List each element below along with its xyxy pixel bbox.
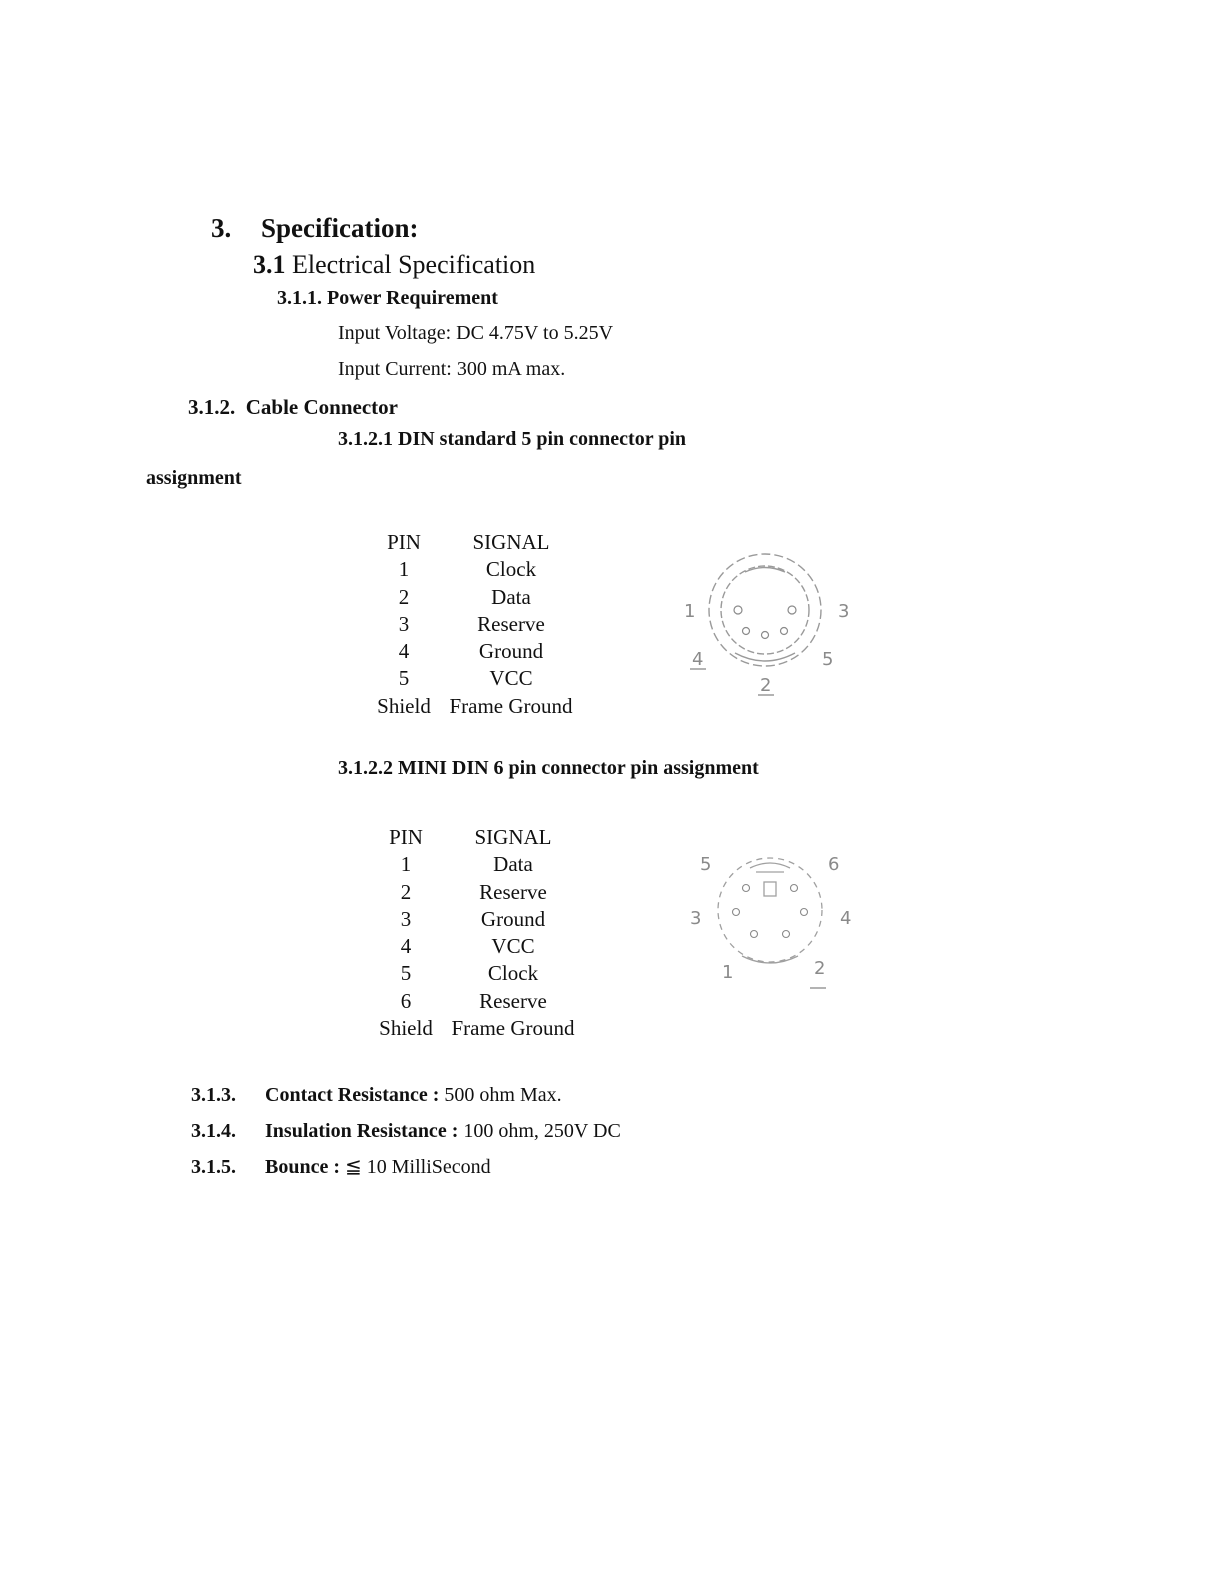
table-row	[372, 665, 586, 692]
spec-label: Insulation Resistance :	[265, 1120, 459, 1142]
spec-value: 500 ohm Max.	[444, 1084, 562, 1106]
spec-number: 3.1.5.	[191, 1156, 236, 1178]
electrical-spec-heading	[253, 250, 535, 280]
signal-cell: Data	[491, 584, 531, 609]
signal-cell: VCC	[489, 666, 533, 691]
din5-connector-diagram	[670, 545, 860, 705]
spec-label: Contact Resistance :	[265, 1084, 440, 1106]
pin-cell: 2	[400, 879, 412, 904]
table-row	[374, 879, 588, 906]
cable-connector-title: Cable Connector	[245, 395, 398, 419]
din5-connector-shell	[709, 554, 821, 666]
table-row	[372, 693, 586, 720]
table-row	[374, 1015, 588, 1042]
pin-cell: 1	[398, 557, 410, 582]
signal-cell: Reserve	[479, 879, 547, 904]
signal-column-header: SIGNAL	[474, 825, 552, 849]
pin-cell: 5	[398, 666, 410, 691]
mdin6-pin-label-3: 3	[690, 908, 702, 929]
signal-cell: Clock	[485, 557, 537, 582]
spec-value: ≦ 10 MilliSecond	[345, 1156, 491, 1178]
mdin6-pin-table	[374, 824, 588, 1042]
signal-cell: Frame Ground	[449, 693, 573, 718]
signal-column-header: SIGNAL	[472, 530, 550, 554]
pin-column-header: PIN	[389, 825, 423, 849]
spec-value: 100 ohm, 250V DC	[463, 1120, 621, 1142]
table-row	[372, 638, 586, 665]
signal-cell: Frame Ground	[451, 1016, 575, 1041]
signal-cell: VCC	[491, 934, 535, 959]
pin-cell: 3	[398, 611, 410, 636]
pin-cell: 5	[400, 961, 412, 986]
din5-pin-label-3: 3	[838, 601, 850, 622]
din5-heading: 3.1.2.1 DIN standard 5 pin connector pin	[338, 428, 687, 450]
pin-cell: 4	[400, 934, 412, 959]
table-row	[374, 988, 588, 1015]
signal-cell: Ground	[480, 906, 546, 931]
spec-label: Bounce :	[265, 1156, 340, 1178]
table-header-row	[374, 824, 588, 851]
mdin6-heading: 3.1.2.2 MINI DIN 6 pin connector pin assignment	[338, 757, 759, 779]
signal-cell: Clock	[487, 961, 539, 986]
power-requirement-number: 3.1.1.	[277, 287, 322, 309]
din5-pin-holes	[734, 606, 796, 639]
mdin6-pin-label-1: 1	[722, 962, 734, 983]
signal-cell: Reserve	[479, 988, 547, 1013]
pin-cell: 1	[400, 852, 412, 877]
pin-cell: Shield	[377, 693, 431, 718]
table-row	[374, 906, 588, 933]
din5-heading-continued: assignment	[146, 467, 242, 489]
input-voltage-text: Input Voltage: DC 4.75V to 5.25V	[338, 322, 614, 344]
electrical-spec-number: 3.1	[253, 250, 286, 279]
pin-cell: 2	[398, 584, 410, 609]
table-row	[374, 933, 588, 960]
mdin6-pin-label-4: 4	[840, 908, 852, 929]
signal-cell: Reserve	[477, 611, 545, 636]
cable-connector-heading	[188, 395, 398, 420]
power-requirement-heading	[277, 287, 498, 310]
table-row	[372, 584, 586, 611]
din5-pin-label-4: 4	[692, 649, 704, 670]
input-current-text: Input Current: 300 mA max.	[338, 358, 566, 380]
spec-number: 3.1.4.	[191, 1120, 236, 1142]
mdin6-pin-label-6: 6	[828, 854, 840, 875]
din5-pin-label-2: 2	[760, 675, 772, 696]
electrical-spec-title: Electrical Specification	[292, 250, 536, 279]
mdin6-pin-label-2: 2	[814, 958, 826, 979]
table-row	[374, 851, 588, 878]
insulation-resistance-line	[191, 1120, 621, 1143]
table-row	[372, 611, 586, 638]
table-header-row	[372, 529, 586, 556]
bounce-line	[191, 1154, 491, 1179]
mdin6-connector-diagram	[680, 838, 860, 998]
mdin6-connector-shell	[718, 858, 822, 963]
table-row	[374, 960, 588, 987]
section-title: Specification:	[261, 213, 419, 243]
section-number: 3.	[211, 213, 232, 243]
pin-cell: 6	[400, 988, 412, 1013]
pin-column-header: PIN	[387, 530, 421, 554]
table-row	[372, 556, 586, 583]
pin-cell: Shield	[379, 1016, 433, 1041]
mdin6-pin-holes	[733, 885, 808, 938]
pin-cell: 4	[398, 639, 410, 664]
pin-cell: 3	[400, 906, 412, 931]
din5-pin-label-1: 1	[684, 601, 696, 622]
signal-cell: Data	[493, 852, 533, 877]
mdin6-pin-label-5: 5	[700, 854, 712, 875]
din5-pin-table	[372, 529, 586, 720]
contact-resistance-line	[191, 1084, 562, 1107]
power-requirement-title: Power Requirement	[327, 287, 498, 309]
signal-cell: Ground	[478, 639, 544, 664]
spec-number: 3.1.3.	[191, 1084, 236, 1106]
din5-pin-label-5: 5	[822, 649, 834, 670]
cable-connector-number: 3.1.2.	[188, 395, 236, 419]
